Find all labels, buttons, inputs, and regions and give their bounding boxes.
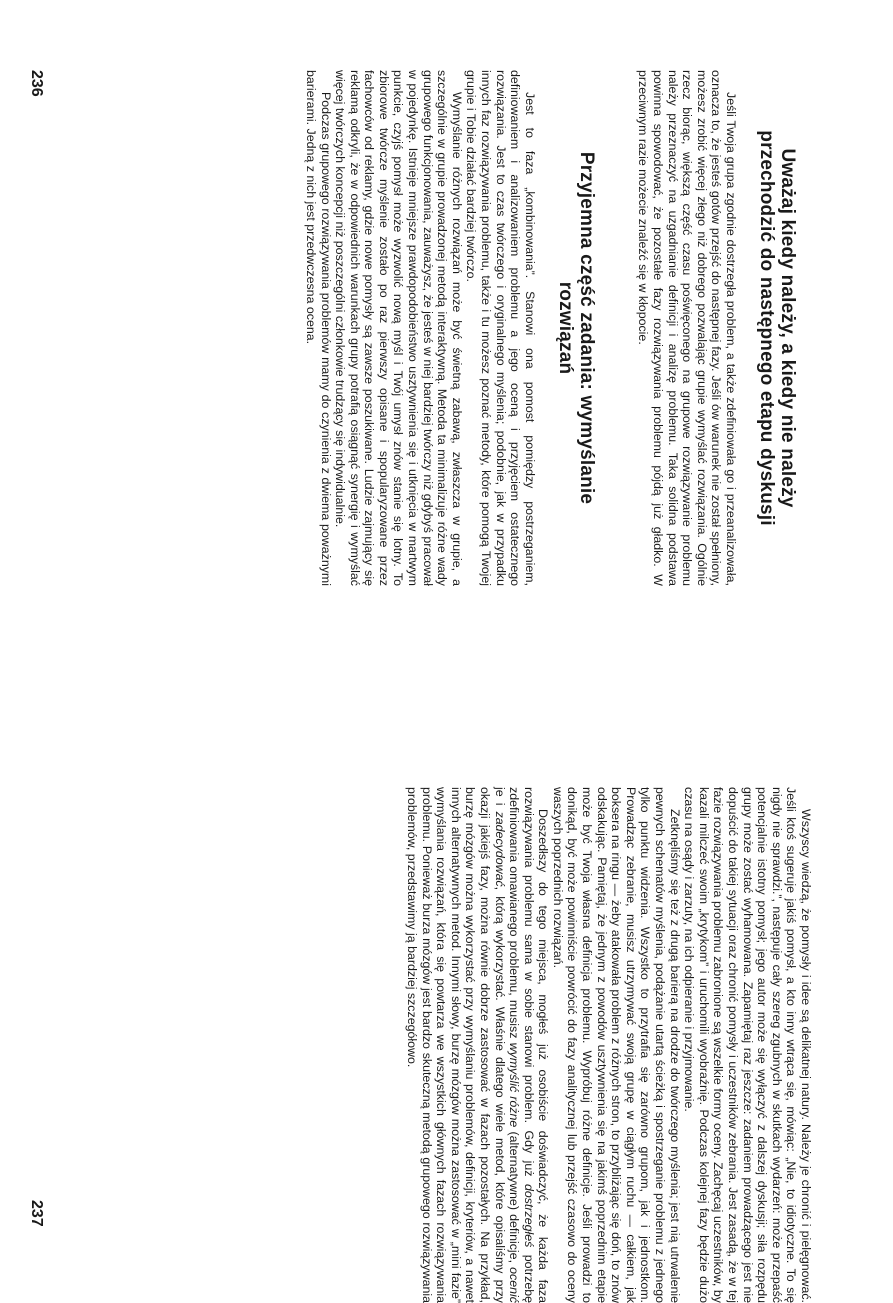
heading-line: Uważaj kiedy należy, a kiedy nie należy <box>777 148 798 508</box>
italic-text: zadecydować <box>492 811 507 887</box>
text-run: Doszedłszy do tego miejsca, mogłeś już osobiście doświadczyć, że każda faza rozwiązywania problemu sama w sobie stanowi problem. Gdy już <box>521 787 551 1303</box>
left-page <box>0 0 893 631</box>
paragraph: Wszyscy wiedzą, że pomysły i idee są delikatnej natury. Należy je chronić i pielęgnować. Jeśli ktoś sugeruje jakiś pomysł, a kto inny wtrąca się, mówiąc: „Nie, to idiotyczne. To się nigdy nie sprawdzi.”, następuje cały szereg zgubnych w skutkach wydarzeń: może przepaść potencjalnie istotny pomysł; jego autor może się wyłączyć z dalszej dyskusji; siła rozpędu grupy może zostać wyhamowana. Zapamiętaj raz jeszcze: zadaniem prowadzącego jest nie dopuścić do takiej sytuacji oraz chronić pomysły i uczestników zebrania. Jest zasadą, że w tej fazie rozwiązywania problemu zabronione są wszelkie formy oceny. Zachęcaj uczestników, by kazali milczeć swoim „krytykom” i uruchomili wyobraźnię. Podczas kolejnej fazy będzie dużo czasu na osądy i zarzuty, na ich odpieranie i przyjmowanie. <box>682 787 813 1303</box>
paragraph <box>404 787 550 1303</box>
heading-line: Przyjemna część zadania: wymyślanie <box>575 151 597 505</box>
page-number: 237 <box>28 1200 45 1227</box>
paragraph: Wymyślanie różnych rozwiązań może być świetną zabawą, zwłaszcza w grupie, a szczególnie w grupie prowadzonej metodą interaktywną. Metoda ta minimalizuje różne wady grupowego funkcjonowania, zauważysz, że jesteś w niej bardziej twórczy niż gdybyś pracował w pojedynkę. Istnieje mniejsze prawdopodobieństwo usztywnienia się i utknięcia w martwym punkcie, czyjś pomysł może wyzwolić nową myśl i Twój umysł znów stanie się lotny. To zbiorowe twórcze myślenie zostało po raz pierwszy opisane i spopularyzowane przez fachowców od reklamy, gdzie nowe pomysły są zawsze poszukiwane. Ludzie zajmujący się reklamą odkryli, że w odpowiednich warunkach grupy potrafią osiągnąć synergię i wymyślać więcej twórczych koncepcji niż poszczególni członkowie trudzący się indywidualnie. <box>333 70 464 586</box>
page-number: 236 <box>28 70 45 97</box>
left-text-column <box>303 70 798 586</box>
text-run: , którą wykorzystać. Właśnie dlatego wiele metod, które opisaliśmy przy okazji jakiejś fazy, można równie dobrze zastosować w fazach pozostałych. Na przykład, burzę mózgów można wykorzystać przy wymyślaniu problemów, definicji, kryteriów, a nawet innych alternatywnych metod. Innymi słowy, burzę mózgów można zastosować w „mini fazie” wymyślania rozwiązań, która się powtarza we wszystkich głównych fazach rozwiązywania problemu. Ponieważ burza mózgów jest bardzo skuteczną metodą grupowego rozwiązywania problemów, przedstawimy ją bardziej szczegółowo. <box>404 787 507 1303</box>
heading-line: przechodzić do następnego etapu dyskusji <box>756 130 777 526</box>
paragraph: Zetknęliśmy się też z drugą barierą na drodze do twórczego myślenia; jest nią utrwalenie pewnych schematów myślenia, podążanie utartą ścieżką i spostrzeganie problemu z jednego tylko punktu widzenia. Wszystko to przytrafia się zarówno grupom, jak i jednostkom. Prowadząc zebranie, musisz utrzymywać swoją grupę w ciągłym ruchu — całkiem, jak boksera na ringu — żeby atakowała problem z różnych stron, to przybliżając się doń, to znów odskakując. Pamiętaj, że jednym z powodów usztywnienia się na jakimś poprzednim etapie może być Twoja własna definicja problemu. Wypróbuj różne definicje. Jeśli prowadzi to donikąd, być może powinniście powrócić do fazy analitycznej lub przejść czasowo do oceny waszych poprzednich rozwiązań. <box>550 787 682 1303</box>
text-run: (alternatywne) definicje, <box>507 1127 522 1268</box>
paragraph: Podczas grupowego rozwiązywania problemów mamy do czynienia z dwiema poważnymi barierami. Jedną z nich jest przedwczesna ocena. <box>303 70 333 586</box>
section-heading-stage-transition <box>756 70 798 586</box>
paragraph: Jest to faza „kombinowania”. Stanowi ona pomost pomiędzy postrzeganiem, definiowaniem i analizowaniem problemu a jego oceną i przyjęciem ostatecznego rozwiązania. Jest to czas twórczego i oryginalnego myślenia; podobnie, jak w przypadku innych faz rozwiązywania problemu, także i tu możesz poznać metody, które pomogą Twojej grupie i Tobie działać bardziej twórczo. <box>464 70 537 586</box>
paragraph: Jeśli Twoja grupa zgodnie dostrzegła problem, a także zdefiniowała go i przeanalizowała, oznacza to, że jesteś gotów przejść do następnej fazy. Jeśli ów warunek nie został spełniony, możesz zrobić więcej złego niż dobrego pozwalając grupie wymyślać rozwiązania. Ogólnie rzecz biorąc, większą część czasu poświęconego na grupowe rozwiązywanie problemu należy przeznaczyć na uzgadnianie definicji i analizę problemu. Taka solidna podstawa powinna spowodować, że pozostałe fazy rozwiązywania problemu pójdą już gładko. W przeciwnym razie możecie znaleźć się w kłopocie. <box>636 70 738 586</box>
heading-line: rozwiązań <box>554 281 576 375</box>
text-run: potrzebę zdefiniowania omawianego problemu, musisz <box>507 787 536 1303</box>
section-heading-generating-solutions <box>555 70 597 586</box>
right-page <box>0 632 893 1303</box>
italic-text: ocenić <box>507 1267 522 1303</box>
italic-text: dostrzegłeś <box>521 1183 536 1248</box>
text-run: je i <box>492 787 507 812</box>
right-text-column <box>404 787 813 1303</box>
italic-text: wymyślić różne <box>507 1042 522 1128</box>
